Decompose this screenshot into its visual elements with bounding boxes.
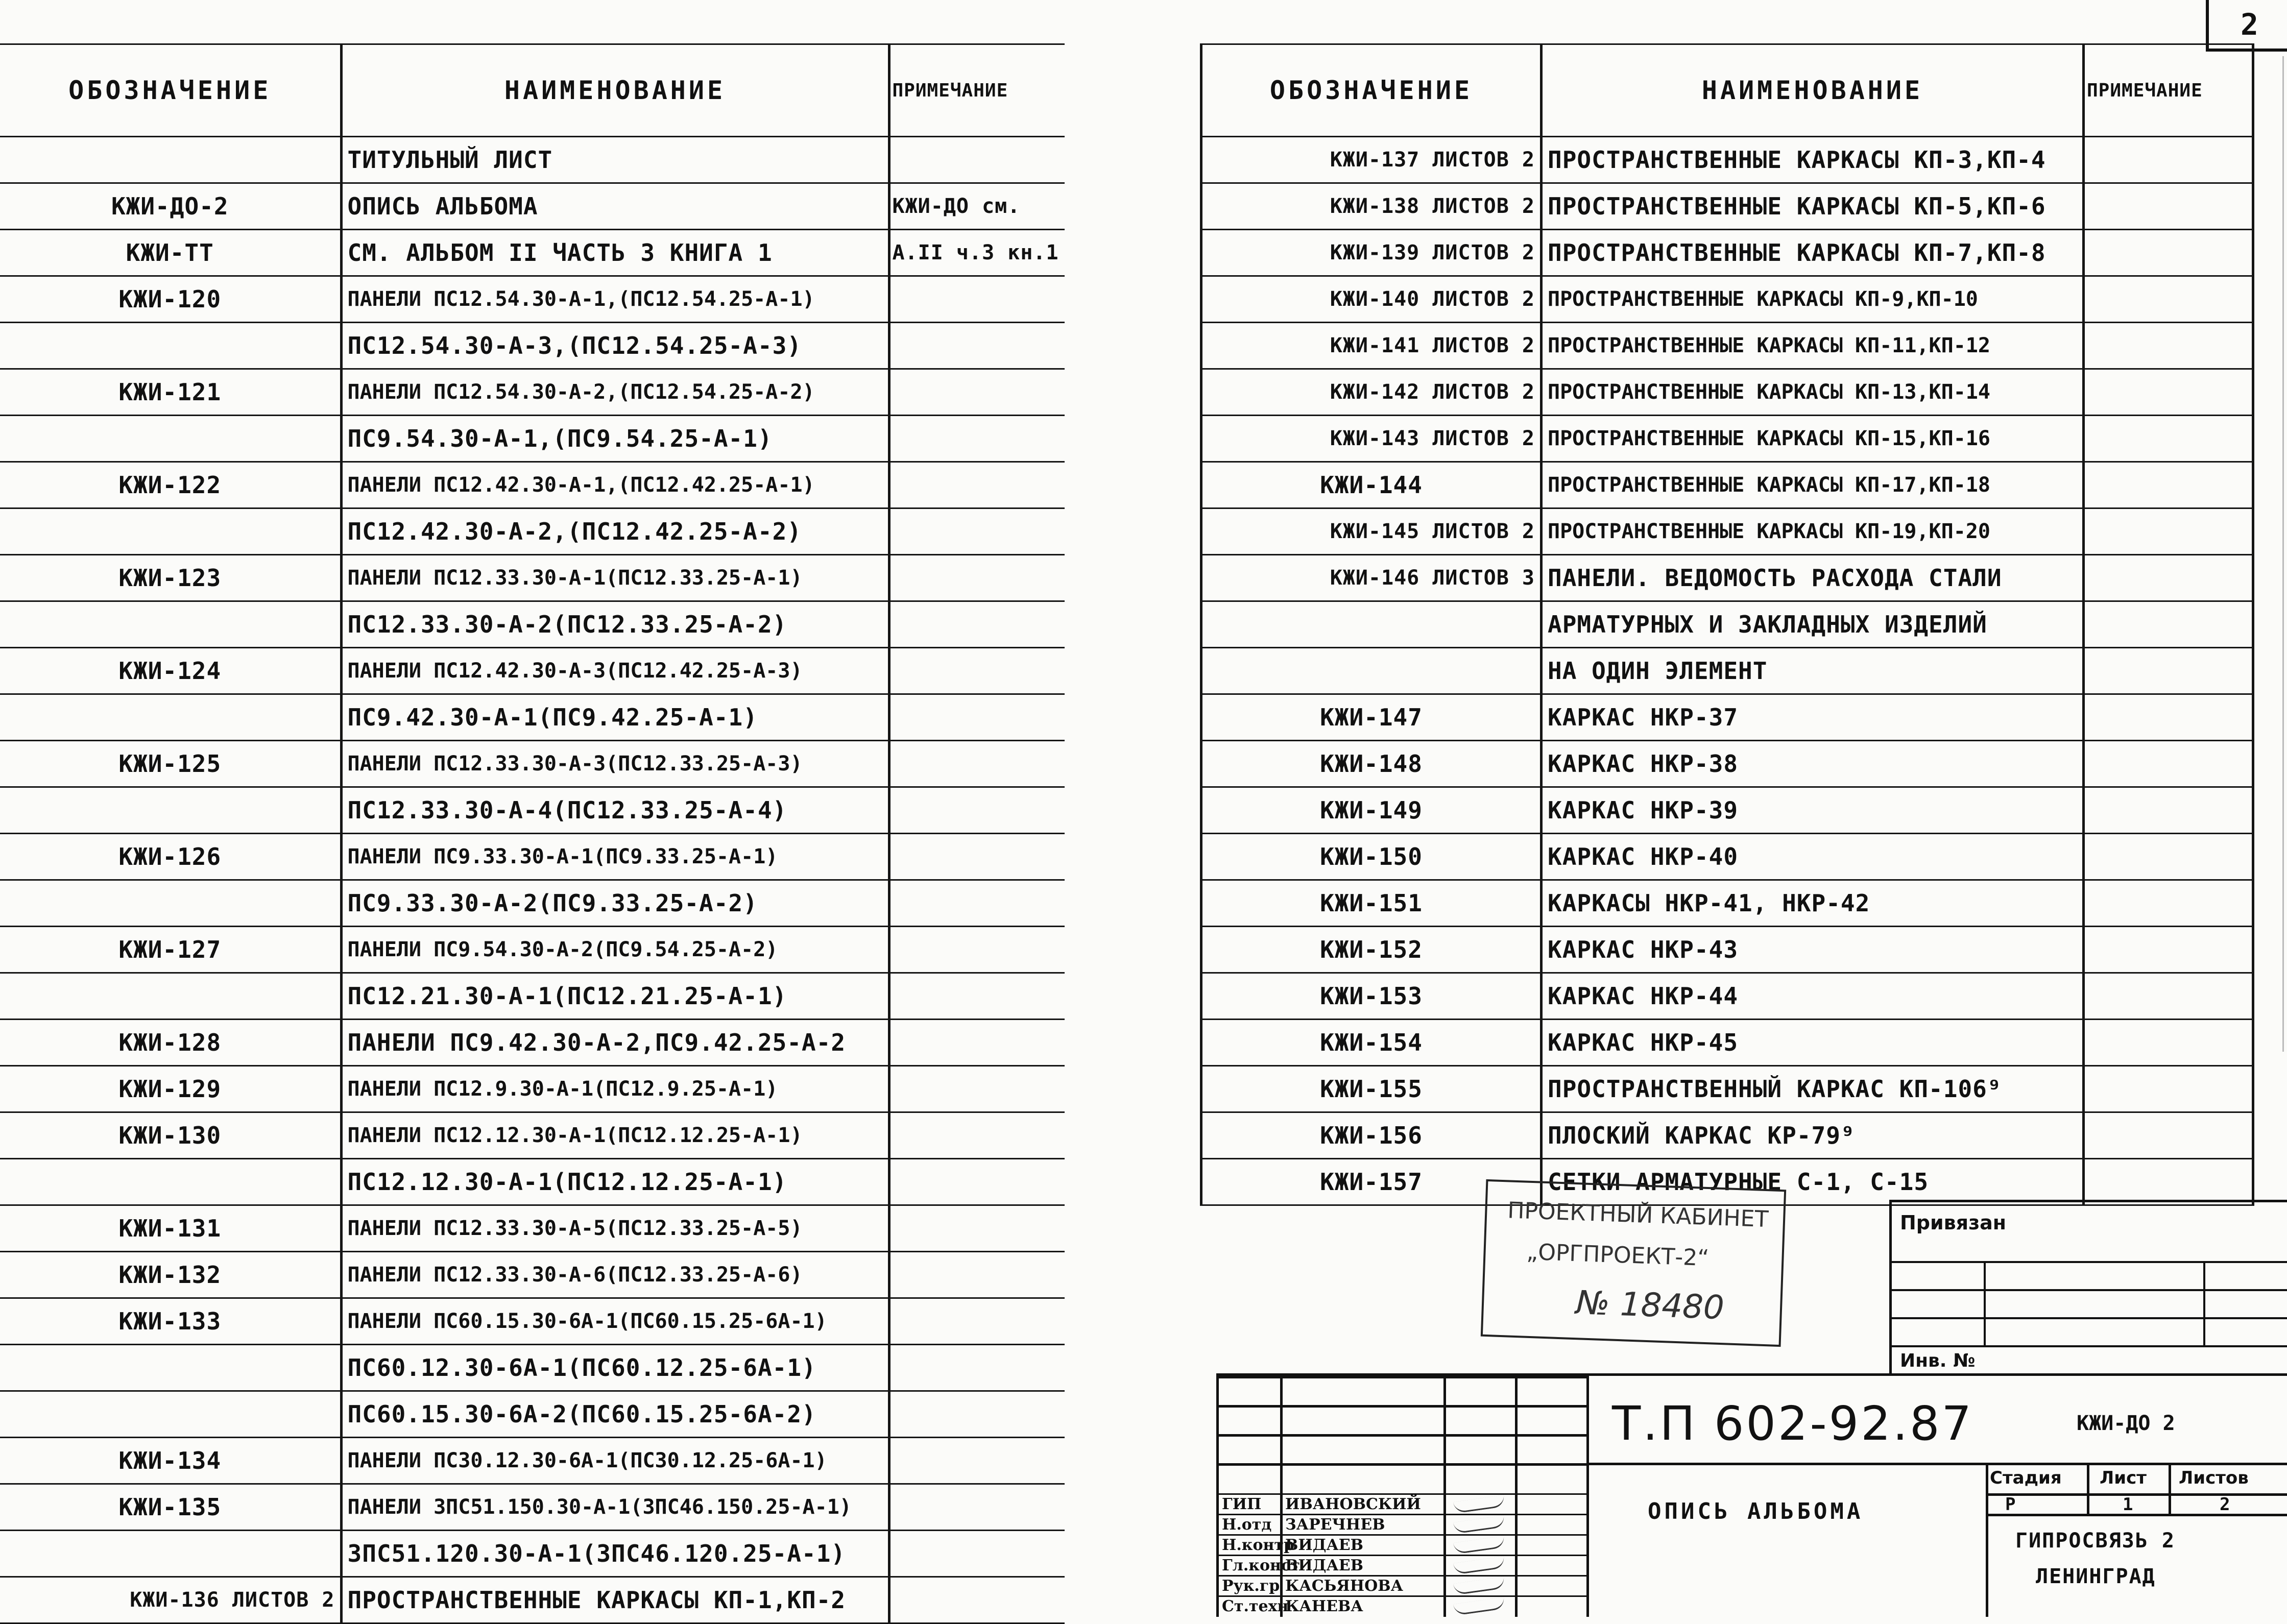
designation-cell: КЖИ-ДО-2 [0,183,341,230]
signer-role: ГИП [1222,1495,1262,1513]
signer-role: Н.отд [1222,1516,1272,1534]
table-row [1201,601,2253,648]
note-cell [2084,369,2253,416]
table-row [1201,927,2253,973]
name-cell: ПАНЕЛИ 3ПС51.150.30-А-1(3ПС46.150.25-А-1) [341,1484,889,1531]
table-row [1201,648,2253,694]
designation-cell: КЖИ-139 ЛИСТОВ 2 [1201,230,1542,276]
note-cell [889,323,1065,369]
note-cell [889,601,1065,648]
note-cell [2084,416,2253,462]
signer-role: Рук.гр [1222,1577,1280,1595]
table-row [1201,276,2253,323]
designation-cell: КЖИ-141 ЛИСТОВ 2 [1201,323,1542,369]
note-cell [2084,601,2253,648]
table-row [0,508,1065,555]
designation-cell: КЖИ-134 [0,1438,341,1484]
note-cell [2084,276,2253,323]
designation-cell: КЖИ-122 [0,462,341,508]
note-cell [2084,1159,2253,1205]
designation-cell: КЖИ-143 ЛИСТОВ 2 [1201,416,1542,462]
note-cell [2084,648,2253,694]
signature-mark [1453,1536,1505,1555]
note-cell [2084,555,2253,601]
designation-cell [0,787,341,834]
signer-name: ВИДАЕВ [1285,1536,1364,1554]
name-cell: ПАНЕЛИ ПС12.33.30-А-6(ПС12.33.25-А-6) [341,1252,889,1298]
designation-cell [0,1391,341,1438]
table-row [0,1298,1065,1345]
name-cell: ПАНЕЛИ ПС12.54.30-А-2,(ПС12.54.25-А-2) [341,369,889,416]
note-cell [889,508,1065,555]
signer-name: ЗАРЕЧНЕВ [1285,1516,1385,1534]
note-cell [889,1577,1065,1623]
stamp-line-3: № 18480 [1575,1284,1725,1327]
signer-role: Ст.техн [1222,1597,1289,1615]
name-cell: ПРОСТРАНСТВЕННЫЕ КАРКАСЫ КП-3,КП-4 [1542,137,2084,183]
signer-name: ИВАНОВСКИЙ [1285,1495,1421,1513]
signer-name: КАСЬЯНОВА [1285,1577,1404,1595]
designation-cell: КЖИ-156 [1201,1112,1542,1159]
note-cell [889,1066,1065,1112]
note-cell [2084,1020,2253,1066]
table-row [1201,416,2253,462]
note-cell [2084,927,2253,973]
designation-cell: КЖИ-145 ЛИСТОВ 2 [1201,508,1542,555]
note-cell [2084,834,2253,880]
note-cell [889,369,1065,416]
name-cell: ПРОСТРАНСТВЕННЫЕ КАРКАСЫ КП-7,КП-8 [1542,230,2084,276]
table-row [1201,834,2253,880]
designation-cell [0,508,341,555]
name-header: НАИМЕНОВАНИЕ [341,44,889,137]
table-row [1201,973,2253,1020]
designation-cell: КЖИ-127 [0,927,341,973]
designation-cell: КЖИ-150 [1201,834,1542,880]
name-cell: ПАНЕЛИ ПС12.42.30-А-3(ПС12.42.25-А-3) [341,648,889,694]
designation-cell [0,880,341,927]
name-cell: ПС12.21.30-А-1(ПС12.21.25-А-1) [341,973,889,1020]
name-cell: ПС12.33.30-А-2(ПС12.33.25-А-2) [341,601,889,648]
designation-cell: КЖИ-144 [1201,462,1542,508]
left-register-table [0,43,1065,1624]
table-row [0,927,1065,973]
table-row [0,601,1065,648]
name-cell: ПАНЕЛИ ПС12.42.30-А-1,(ПС12.42.25-А-1) [341,462,889,508]
binding-block [1889,1200,2287,1376]
designation-cell: КЖИ-138 ЛИСТОВ 2 [1201,183,1542,230]
designation-cell: КЖИ-137 ЛИСТОВ 2 [1201,137,1542,183]
note-cell [889,1159,1065,1205]
note-cell [2084,973,2253,1020]
table-row [0,1345,1065,1391]
note-cell [889,880,1065,927]
table-row [0,1159,1065,1205]
right-register-table [1200,43,2254,1206]
name-cell: КАРКАС НКР-45 [1542,1020,2084,1066]
designation-cell: КЖИ-140 ЛИСТОВ 2 [1201,276,1542,323]
table-row [0,1577,1065,1623]
note-cell [889,741,1065,787]
name-cell: ПРОСТРАНСТВЕННЫЕ КАРКАСЫ КП-5,КП-6 [1542,183,2084,230]
name-cell: ПАНЕЛИ ПС60.15.30-6А-1(ПС60.15.25-6А-1) [341,1298,889,1345]
note-header: ПРИМЕЧАНИЕ [2084,44,2253,137]
signature-mark [1453,1515,1505,1534]
name-cell: ПС9.42.30-А-1(ПС9.42.25-А-1) [341,694,889,741]
designation-cell: КЖИ-151 [1201,880,1542,927]
table-row [1201,369,2253,416]
note-cell [889,787,1065,834]
signer-name: КАНЕВА [1285,1597,1363,1615]
note-cell [889,1020,1065,1066]
name-cell: КАРКАСЫ НКР-41, НКР-42 [1542,880,2084,927]
name-cell: КАРКАС НКР-37 [1542,694,2084,741]
designation-cell: КЖИ-120 [0,276,341,323]
organization-line-1: ГИПРОСВЯЗЬ 2 [2015,1529,2175,1553]
signature-mark [1453,1556,1505,1575]
note-cell: А.II ч.3 кн.1 [889,230,1065,276]
designation-cell [0,1345,341,1391]
table-row [0,462,1065,508]
note-cell [889,927,1065,973]
table-row [0,741,1065,787]
designation-cell [0,973,341,1020]
table-row [1201,1066,2253,1112]
note-cell [2084,137,2253,183]
designation-cell [0,1159,341,1205]
table-row [0,323,1065,369]
name-cell: ПРОСТРАНСТВЕННЫЕ КАРКАСЫ КП-1,КП-2 [341,1577,889,1623]
note-cell: КЖИ-ДО см. [889,183,1065,230]
signature-mark [1453,1597,1505,1616]
designation-cell: КЖИ-128 [0,1020,341,1066]
name-cell: ПС60.12.30-6А-1(ПС60.12.25-6А-1) [341,1345,889,1391]
note-cell [889,462,1065,508]
name-cell: КАРКАС НКР-44 [1542,973,2084,1020]
note-cell [889,1531,1065,1577]
name-cell: ПС12.12.30-А-1(ПС12.12.25-А-1) [341,1159,889,1205]
signer-name: ВИДАЕВ [1285,1557,1364,1574]
signer-role: Гл.конст [1222,1557,1300,1574]
signer-role: Н.контр [1222,1536,1294,1554]
name-cell: ПРОСТРАНСТВЕННЫЕ КАРКАСЫ КП-17,КП-18 [1542,462,2084,508]
designation-cell: КЖИ-148 [1201,741,1542,787]
designation-cell: КЖИ-146 ЛИСТОВ 3 [1201,555,1542,601]
note-cell [889,694,1065,741]
name-cell: ПС60.15.30-6А-2(ПС60.15.25-6А-2) [341,1391,889,1438]
note-cell [889,1252,1065,1298]
designation-cell: КЖИ-132 [0,1252,341,1298]
note-cell [889,1438,1065,1484]
name-cell: ПАНЕЛИ ПС12.54.30-А-1,(ПС12.54.25-А-1) [341,276,889,323]
designation-cell: КЖИ-155 [1201,1066,1542,1112]
note-cell [889,834,1065,880]
name-cell: ПС9.33.30-А-2(ПС9.33.25-А-2) [341,880,889,927]
organization-line-2: ЛЕНИНГРАД [2036,1565,2156,1588]
table-row [0,1112,1065,1159]
table-row [0,183,1065,230]
name-cell: КАРКАС НКР-40 [1542,834,2084,880]
name-cell: ПАНЕЛИ ПС9.33.30-А-1(ПС9.33.25-А-1) [341,834,889,880]
table-row [0,1484,1065,1531]
table-row [1201,1020,2253,1066]
right-table-header [1201,44,2253,137]
designation-cell: КЖИ-149 [1201,787,1542,834]
sheet-label: Лист [2100,1468,2147,1488]
name-cell: ПС9.54.30-А-1,(ПС9.54.25-А-1) [341,416,889,462]
name-cell: НА ОДИН ЭЛЕМЕНТ [1542,648,2084,694]
name-cell: ПРОСТРАНСТВЕННЫЕ КАРКАСЫ КП-9,КП-10 [1542,276,2084,323]
designation-cell: КЖИ-126 [0,834,341,880]
designation-cell: КЖИ-135 [0,1484,341,1531]
note-cell [889,973,1065,1020]
designation-cell: КЖИ-125 [0,741,341,787]
table-row [0,369,1065,416]
note-header: ПРИМЕЧАНИЕ [889,44,1065,137]
note-cell [889,137,1065,183]
note-cell [2084,787,2253,834]
name-cell: КАРКАС НКР-39 [1542,787,2084,834]
table-row [0,1391,1065,1438]
table-row [1201,137,2253,183]
table-row [0,137,1065,183]
sheets-label: Листов [2179,1468,2249,1488]
designation-cell: КЖИ-154 [1201,1020,1542,1066]
name-cell: ТИТУЛЬНЫЙ ЛИСТ [341,137,889,183]
sheet-number: 2 [2241,7,2258,42]
table-row [0,416,1065,462]
name-cell: ПАНЕЛИ ПС9.42.30-А-2,ПС9.42.25-А-2 [341,1020,889,1066]
table-row [1201,323,2253,369]
project-office-stamp [1481,1179,1786,1347]
inventory-number-label: Инв. № [1900,1350,1976,1371]
table-row [0,1252,1065,1298]
designation-cell: КЖИ-142 ЛИСТОВ 2 [1201,369,1542,416]
table-row [1201,741,2253,787]
note-cell [889,1298,1065,1345]
designation-cell: КЖИ-121 [0,369,341,416]
note-cell [889,1391,1065,1438]
fold-line [2282,56,2284,1052]
name-cell: ПАНЕЛИ ПС12.33.30-А-1(ПС12.33.25-А-1) [341,555,889,601]
note-cell [889,416,1065,462]
sheet-value: 1 [2123,1494,2133,1515]
name-cell: ПАНЕЛИ ПС12.12.30-А-1(ПС12.12.25-А-1) [341,1112,889,1159]
note-cell [2084,508,2253,555]
binding-title: Привязан [1900,1211,2007,1234]
designation-cell [0,1531,341,1577]
table-row [0,694,1065,741]
designation-cell: КЖИ-129 [0,1066,341,1112]
table-row [0,1205,1065,1252]
name-cell: ПЛОСКИЙ КАРКАС КР-79⁹ [1542,1112,2084,1159]
note-cell [889,1205,1065,1252]
table-row [1201,508,2253,555]
table-row [0,1020,1065,1066]
name-cell: ОПИСЬ АЛЬБОМА [341,183,889,230]
table-row [1201,230,2253,276]
name-cell: ПРОСТРАНСТВЕННЫЕ КАРКАСЫ КП-13,КП-14 [1542,369,2084,416]
note-cell [889,1345,1065,1391]
table-row [0,834,1065,880]
note-cell [2084,694,2253,741]
table-row [1201,787,2253,834]
table-row [0,1066,1065,1112]
stamp-line-2: „ОРГПРОЕКТ-2“ [1526,1239,1710,1272]
note-cell [2084,741,2253,787]
left-table-header [0,44,1065,137]
name-cell: ПАНЕЛИ. ВЕДОМОСТЬ РАСХОДА СТАЛИ [1542,555,2084,601]
document-title: ОПИСЬ АЛЬБОМА [1648,1498,1864,1524]
designation-cell [1201,648,1542,694]
designation-cell: КЖИ-153 [1201,973,1542,1020]
name-cell: КАРКАС НКР-43 [1542,927,2084,973]
name-cell: ПАНЕЛИ ПС30.12.30-6А-1(ПС30.12.25-6А-1) [341,1438,889,1484]
project-code: Т.П 602-92.87 [1612,1396,1974,1451]
designation-cell [0,601,341,648]
title-block [1216,1373,2287,1617]
designation-cell: КЖИ-157 [1201,1159,1542,1205]
table-row [0,1438,1065,1484]
table-row [1201,183,2253,230]
designation-cell: КЖИ-124 [0,648,341,694]
note-cell [2084,1066,2253,1112]
stamp-line-1: ПРОЕКТНЫЙ КАБИНЕТ [1507,1197,1769,1233]
table-row [1201,1112,2253,1159]
name-cell: СМ. АЛЬБОМ II ЧАСТЬ 3 КНИГА 1 [341,230,889,276]
table-row [0,648,1065,694]
table-row [0,230,1065,276]
name-cell: ПС12.33.30-А-4(ПС12.33.25-А-4) [341,787,889,834]
name-cell: ПАНЕЛИ ПС9.54.30-А-2(ПС9.54.25-А-2) [341,927,889,973]
name-cell: ПРОСТРАНСТВЕННЫЕ КАРКАСЫ КП-11,КП-12 [1542,323,2084,369]
designation-cell: КЖИ-131 [0,1205,341,1252]
table-row [1201,462,2253,508]
sheet-code: КЖИ-ДО 2 [2077,1412,2175,1435]
table-row [0,276,1065,323]
stage-label: Стадия [1990,1468,2062,1488]
signature-mark [1453,1577,1505,1595]
note-cell [2084,462,2253,508]
designation-cell: КЖИ-147 [1201,694,1542,741]
note-cell [889,276,1065,323]
note-cell [889,555,1065,601]
designation-cell: КЖИ-130 [0,1112,341,1159]
name-cell: ПАНЕЛИ ПС12.9.30-А-1(ПС12.9.25-А-1) [341,1066,889,1112]
designation-cell [0,694,341,741]
signers-table [1219,1376,1586,1617]
table-row [1201,880,2253,927]
designation-cell [1201,601,1542,648]
designation-cell [0,416,341,462]
designation-header: ОБОЗНАЧЕНИЕ [0,44,341,137]
note-cell [2084,1112,2253,1159]
name-cell: ПАНЕЛИ ПС12.33.30-А-5(ПС12.33.25-А-5) [341,1205,889,1252]
name-cell: ПРОСТРАНСТВЕННЫЕ КАРКАСЫ КП-19,КП-20 [1542,508,2084,555]
designation-cell: КЖИ-136 ЛИСТОВ 2 [0,1577,341,1623]
designation-header: ОБОЗНАЧЕНИЕ [1201,44,1542,137]
name-cell: СЕТКИ АРМАТУРНЫЕ С-1, С-15 [1542,1159,2084,1205]
table-row [0,787,1065,834]
note-cell [2084,880,2253,927]
table-row [1201,555,2253,601]
designation-cell: КЖИ-133 [0,1298,341,1345]
note-cell [2084,323,2253,369]
designation-cell: КЖИ-ТТ [0,230,341,276]
stage-value: Р [2005,1494,2016,1515]
designation-cell [0,137,341,183]
designation-cell [0,323,341,369]
table-row [0,1531,1065,1577]
signature-mark [1453,1495,1505,1514]
sheets-value: 2 [2220,1494,2230,1515]
table-row [0,880,1065,927]
table-row [0,973,1065,1020]
name-cell: АРМАТУРНЫХ И ЗАКЛАДНЫХ ИЗДЕЛИЙ [1542,601,2084,648]
table-row [0,555,1065,601]
note-cell [2084,183,2253,230]
name-header: НАИМЕНОВАНИЕ [1542,44,2084,137]
note-cell [2084,230,2253,276]
table-row [1201,694,2253,741]
name-cell: ПС12.54.30-А-3,(ПС12.54.25-А-3) [341,323,889,369]
designation-cell: КЖИ-152 [1201,927,1542,973]
name-cell: ПРОСТРАНСТВЕННЫЙ КАРКАС КП-106⁹ [1542,1066,2084,1112]
note-cell [889,1112,1065,1159]
name-cell: 3ПС51.120.30-А-1(3ПС46.120.25-А-1) [341,1531,889,1577]
name-cell: ПРОСТРАНСТВЕННЫЕ КАРКАСЫ КП-15,КП-16 [1542,416,2084,462]
designation-cell: КЖИ-123 [0,555,341,601]
name-cell: КАРКАС НКР-38 [1542,741,2084,787]
name-cell: ПС12.42.30-А-2,(ПС12.42.25-А-2) [341,508,889,555]
note-cell [889,1484,1065,1531]
name-cell: ПАНЕЛИ ПС12.33.30-А-3(ПС12.33.25-А-3) [341,741,889,787]
note-cell [889,648,1065,694]
